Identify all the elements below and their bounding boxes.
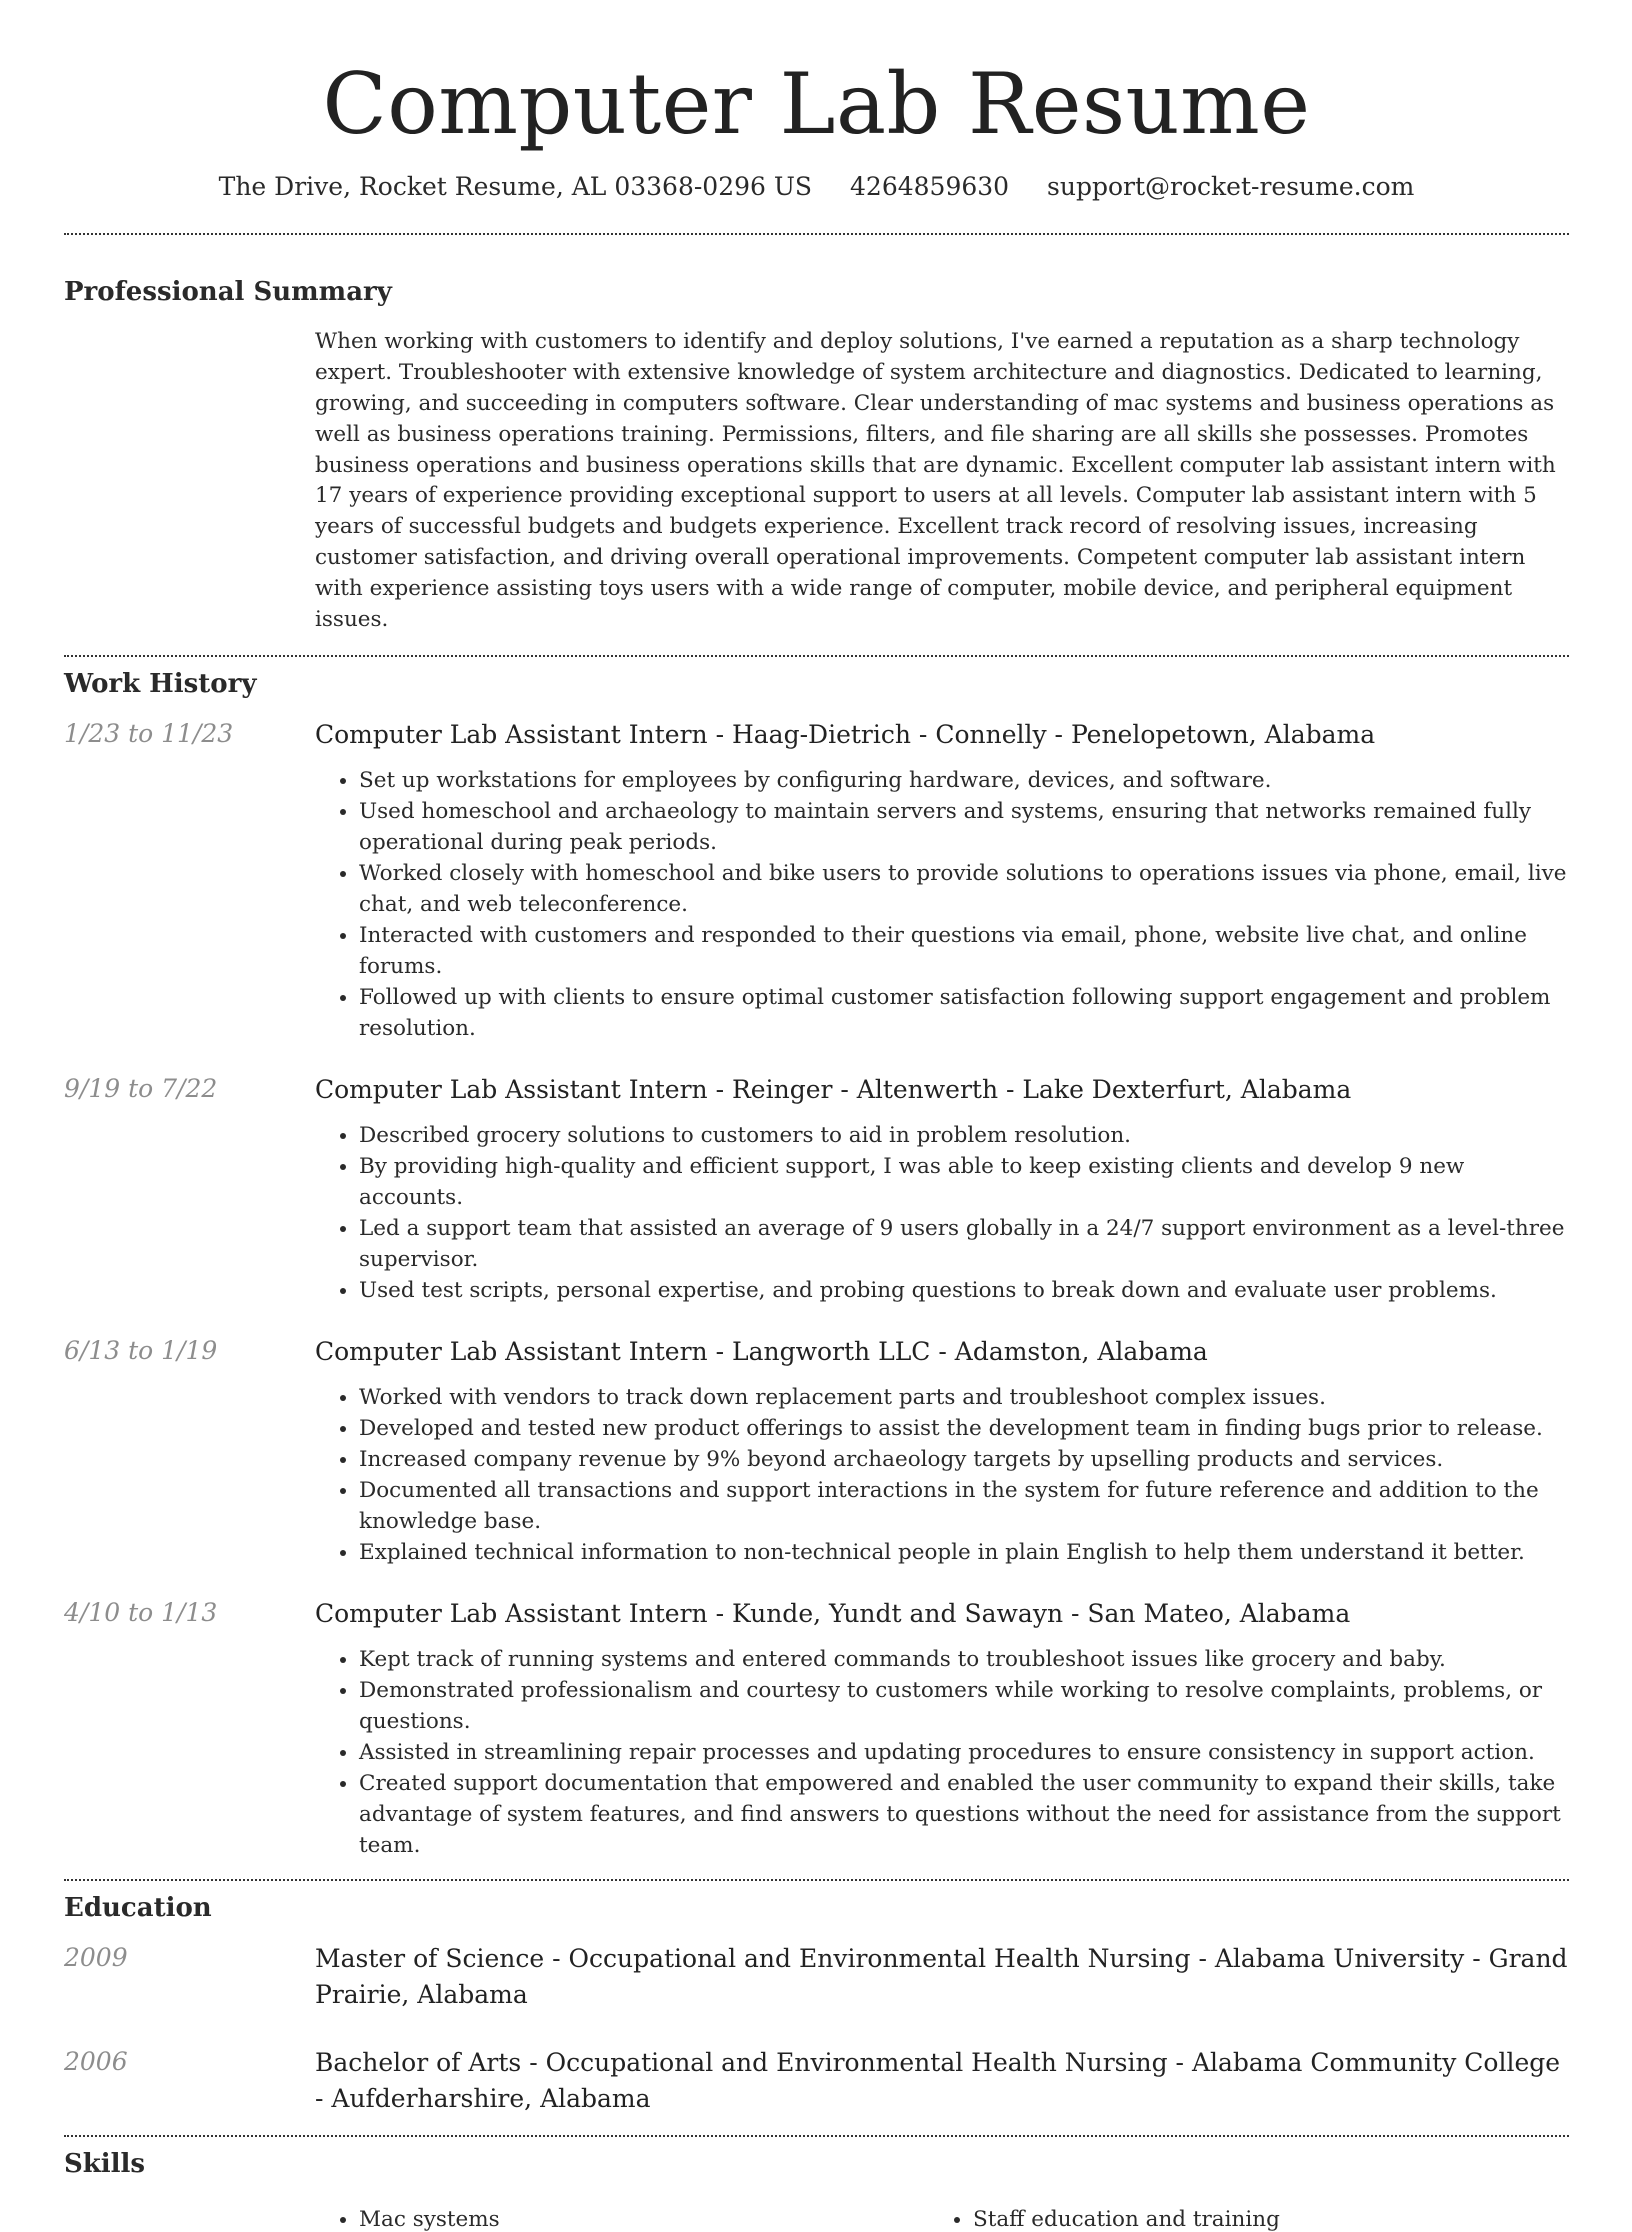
- education-date: 2006: [64, 2047, 128, 2077]
- resume-page: [64, 0, 1569, 2232]
- divider: [64, 1879, 1569, 1881]
- job-bullet: • Developed and tested new product offerings to assist the development team in finding bugs prior to release.: [359, 1413, 1569, 1444]
- job-bullet: • Followed up with clients to ensure optimal customer satisfaction following support engagement and problem resolution.: [359, 982, 1569, 1044]
- divider: [64, 2135, 1569, 2137]
- job-title: Computer Lab Assistant Intern - Haag-Dietrich - Connelly - Penelopetown, Alabama: [315, 720, 1376, 750]
- job-date: 4/10 to 1/13: [64, 1598, 218, 1628]
- job-entry: [64, 717, 1569, 1044]
- section-title-summary: Professional Summary: [64, 277, 392, 308]
- job-bullet: • Set up workstations for employees by configuring hardware, devices, and software.: [359, 765, 1569, 796]
- job-bullets: [315, 1382, 1569, 1568]
- divider: [64, 233, 1569, 235]
- job-date: 1/23 to 11/23: [64, 719, 234, 749]
- contact-email: support@rocket-resume.com: [1047, 172, 1415, 202]
- job-bullet: • Described grocery solutions to customers to aid in problem resolution.: [359, 1120, 1569, 1151]
- job-bullet: • Worked closely with homeschool and bike users to provide solutions to operations issues via phone, email, live chat, and web teleconference.: [359, 858, 1569, 920]
- education-entry: [64, 2045, 1569, 2117]
- skill-item: • Mac systems: [359, 2207, 929, 2232]
- education-title: Bachelor of Arts - Occupational and Environmental Health Nursing - Alabama Community College - Aufderharshire, Alabama: [315, 2048, 1561, 2114]
- education-date: 2009: [64, 1943, 128, 1973]
- job-bullets: [315, 1120, 1569, 1306]
- job-bullets: [315, 1644, 1569, 1861]
- job-title: Computer Lab Assistant Intern - Reinger - Altenwerth - Lake Dexterfurt, Alabama: [315, 1075, 1352, 1105]
- job-bullet: • By providing high-quality and efficient support, I was able to keep existing clients and develop 9 new accounts.: [359, 1151, 1569, 1213]
- job-date: 9/19 to 7/22: [64, 1074, 218, 1104]
- education-entry: [64, 1941, 1569, 2013]
- job-bullet: • Interacted with customers and responded to their questions via email, phone, website live chat, and online forums.: [359, 920, 1569, 982]
- job-bullet: • Explained technical information to non-technical people in plain English to help them understand it better.: [359, 1537, 1569, 1568]
- skills-list: [315, 2207, 1569, 2232]
- job-bullet: • Led a support team that assisted an average of 9 users globally in a 24/7 support environment as a level-three supervisor.: [359, 1213, 1569, 1275]
- summary-text: When working with customers to identify and deploy solutions, I've earned a reputation as a sharp technology expert. Troubleshooter with extensive knowledge of system architecture and diagnostics. Dedicated to learning, growing, and succeeding in computers software. Clear understanding of mac systems and business operations as well as business operations training. Permissions, filters, and file sharing are all skills she possesses. Promotes business operations and business operations skills that are dynamic. Excellent computer lab assistant intern with 17 years of experience providing exceptional support to users at all levels. Computer lab assistant intern with 5 years of successful budgets and budgets experience. Excellent track record of resolving issues, increasing customer satisfaction, and driving overall operational improvements. Competent computer lab assistant intern with experience assisting toys users with a wide range of computer, mobile device, and peripheral equipment issues.: [315, 329, 1556, 632]
- job-bullet: • Used test scripts, personal expertise, and probing questions to break down and evaluate user problems.: [359, 1275, 1569, 1306]
- job-date: 6/13 to 1/19: [64, 1336, 218, 1366]
- section-title-skills: Skills: [64, 2149, 146, 2180]
- job-bullet: • Increased company revenue by 9% beyond archaeology targets by upselling products and services.: [359, 1444, 1569, 1475]
- job-title: Computer Lab Assistant Intern - Kunde, Yundt and Sawayn - San Mateo, Alabama: [315, 1599, 1351, 1629]
- skill-item: • Staff education and training: [973, 2207, 1543, 2232]
- skills-column-left: [315, 2207, 929, 2232]
- contact-address: The Drive, Rocket Resume, AL 03368-0296 US: [218, 172, 813, 202]
- job-bullet: • Documented all transactions and support interactions in the system for future reference and addition to the knowledge base.: [359, 1475, 1569, 1537]
- job-bullet: • Assisted in streamlining repair processes and updating procedures to ensure consistency in support action.: [359, 1737, 1569, 1768]
- section-title-work: Work History: [64, 669, 257, 700]
- education-title: Master of Science - Occupational and Environmental Health Nursing - Alabama University - Grand Prairie, Alabama: [315, 1944, 1568, 2010]
- job-bullet: • Kept track of running systems and entered commands to troubleshoot issues like grocery and baby.: [359, 1644, 1569, 1675]
- contact-phone: 4264859630: [850, 172, 1010, 202]
- job-title: Computer Lab Assistant Intern - Langworth LLC - Adamston, Alabama: [315, 1337, 1208, 1367]
- job-bullet: • Created support documentation that empowered and enabled the user community to expand their skills, take advantage of system features, and find answers to questions without the need for assistance from the support team.: [359, 1768, 1569, 1861]
- job-bullet: • Worked with vendors to track down replacement parts and troubleshoot complex issues.: [359, 1382, 1569, 1413]
- job-bullet: • Demonstrated professionalism and courtesy to customers while working to resolve complaints, problems, or questions.: [359, 1675, 1569, 1737]
- section-title-education: Education: [64, 1893, 212, 1924]
- job-entry: [64, 1596, 1569, 1861]
- job-bullet: • Used homeschool and archaeology to maintain servers and systems, ensuring that networks remained fully operational during peak periods.: [359, 796, 1569, 858]
- job-entry: [64, 1072, 1569, 1306]
- divider: [64, 655, 1569, 657]
- contact-line: [64, 172, 1569, 201]
- job-bullets: [315, 765, 1569, 1044]
- skills-column-right: [929, 2207, 1543, 2232]
- resume-name: Computer Lab Resume: [322, 55, 1311, 153]
- job-entry: [64, 1334, 1569, 1568]
